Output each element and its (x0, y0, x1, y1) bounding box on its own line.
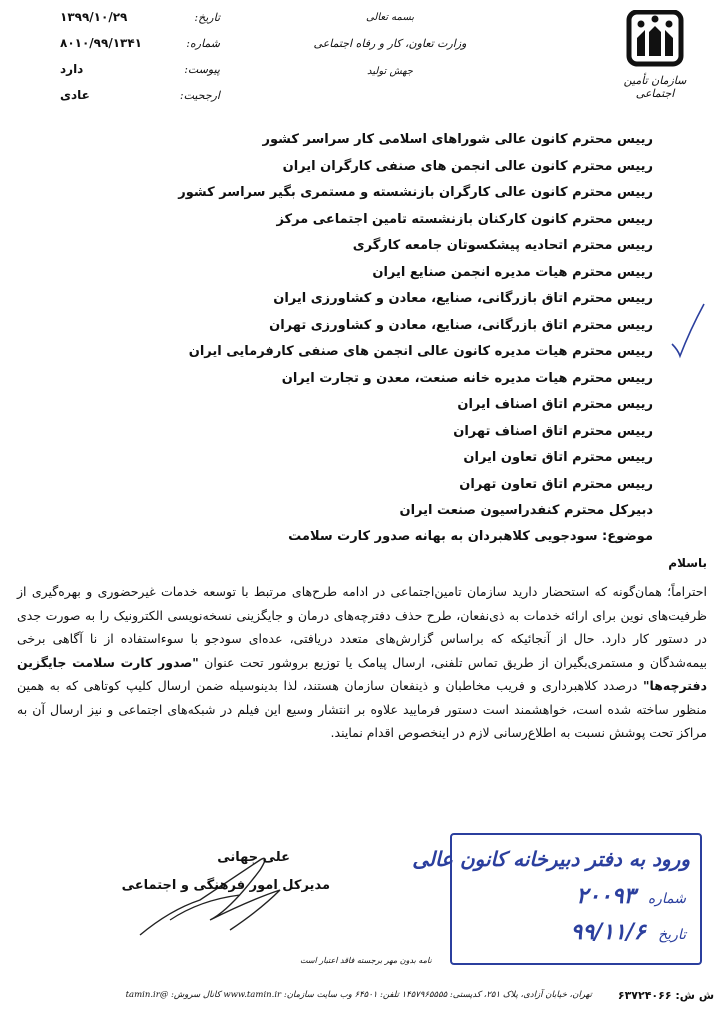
stamp-number-label: شماره (647, 891, 686, 907)
receipt-stamp (412, 833, 702, 965)
page-footer (14, 985, 714, 1005)
validity-note: نامه بدون مهر برجسته فاقد اعتبار است (300, 956, 432, 965)
signature-block (110, 840, 330, 940)
meta-label: ارجحیت: (179, 89, 220, 102)
recipient-list (93, 127, 653, 549)
ministry-name: وزارت تعاون، کار و رفاه اجتماعی (313, 37, 467, 50)
meta-label: شماره: (186, 37, 220, 50)
stamp-date-label: تاریخ (658, 927, 686, 943)
stamp-date-row (571, 919, 686, 945)
check-mark-icon (668, 300, 708, 360)
signer-name: علی جهانی (217, 850, 290, 865)
recipient-line: دبیرکل محترم کنفدراسیون صنعت ایران (399, 503, 653, 518)
recipient-line: رییس محترم کانون عالی کارگران بازنشسته و مستمری بگیر سراسر کشور (178, 185, 653, 200)
body-text-part: درصدد کلاهبرداری و فریب مخاطبان و ذینفعان سازمان هستند، لذا بدینوسیله ضمن ارسال کلیپ کوتاهی که به همین منظور ساخته شده است، خواهشمند است دستور فرمایید علاوه بر انتشار وسیع این فیلم در شبکه‌های اجتماعی و نیز ارسال آن به مراکز تحت پوشش نسبت به اطلاع‌رسانی لازم در اینخصوص اقدام نمایند. (17, 678, 707, 740)
meta-label: تاریخ: (194, 11, 220, 24)
stamp-title: ورود به دفتر دبیرخانه کانون عالی (412, 847, 690, 871)
logo-caption: سازمان تأمین اجتماعی (623, 74, 687, 100)
footer-phone: ش ش: ۶۳۷۲۴۰۶۶ (617, 988, 714, 1002)
year-motto: جهش تولید (367, 66, 413, 77)
letterhead-center (300, 12, 480, 77)
meta-attachment (60, 62, 220, 88)
stamp-number-row (576, 883, 686, 909)
meta-value: دارد (60, 62, 84, 76)
recipient-line: رییس محترم اتاق اصناف ایران (457, 397, 653, 412)
meta-priority (60, 88, 220, 114)
meta-value: ۱۳۹۹/۱۰/۲۹ (60, 10, 128, 24)
letter-body (17, 580, 707, 745)
meta-label: پیوست: (184, 63, 220, 76)
body-highlight: "صدور کارت سلامت جایگزین دفترچه‌ها" (17, 654, 707, 693)
footer-address: تهران، خیابان آزادی، پلاک ۲۵۱، کدپستی: ۱۴۵۷۹۶۵۵۵۵ تلفن: ۶۴۵۰۱ وب سایت سازمان: www.tamin.ir کانال سروش: @tamin.ir (125, 990, 592, 1000)
meta-value: عادی (60, 88, 90, 102)
letter-meta (60, 10, 220, 114)
recipient-line: رییس محترم هیات مدیره خانه صنعت، معدن و تجارت ایران (281, 370, 653, 386)
greeting: باسلام (668, 556, 707, 570)
recipient-line: رییس محترم اتاق اصناف تهران (453, 423, 653, 439)
recipient-line: رییس محترم هیات مدیره کانون عالی انجمن های صنفی کارفرمایی ایران (188, 344, 653, 359)
organization-logo (605, 10, 705, 100)
tamin-logo-icon (623, 10, 687, 72)
stamp-number-value: ۲۰۰۹۳ (576, 883, 636, 909)
body-text-part: احتراماً؛ همان‌گونه که استحضار دارید سازمان تامین‌اجتماعی در ادامه طرح‌های مرتبط با توسعه خدمات غیرحضوری و بهره‌گیری از ظرفیت‌های نوین برای ارائه خدمات به ذی‌نفعان، طرح حذف دفترچه‌های درمان و جایگزینی نسخه‌نویسی الکترونیک را به صورت جدی در دستور کار دارد. حال از آنجائیکه که براساس گزارش‌های متعدد دریافتی، عده‌ای سودجو با سوءاستفاده از نا آگاهی برخی بیمه‌شدگان و مستمری‌بگیران از طریق تماس تلفنی، ارسال پیامک یا توزیع بروشور تحت عنوان (17, 584, 707, 670)
recipient-line: رییس محترم هیات مدیره انجمن صنایع ایران (372, 264, 653, 280)
recipient-line: رییس محترم کانون عالی شوراهای اسلامی کار سراسر کشور (262, 132, 653, 147)
meta-date (60, 10, 220, 36)
recipient-line: رییس محترم اتاق تعاون تهران (459, 476, 653, 492)
recipient-line: رییس محترم کانون عالی انجمن های صنفی کارگران ایران (282, 158, 653, 174)
meta-number (60, 36, 220, 62)
signer-title: مدیرکل امور فرهنگی و اجتماعی (121, 878, 330, 893)
letter-subject: موضوع: سودجویی کلاهبردان به بهانه صدور کارت سلامت (288, 528, 653, 544)
stamp-date-value: ۹۹/۱۱/۶ (570, 919, 646, 945)
bismillah: بسمه تعالی (365, 12, 415, 23)
recipient-line: رییس محترم اتاق بازرگانی، صنایع، معادن و کشاورزی تهران (269, 317, 653, 333)
recipient-line: رییس محترم اتاق تعاون ایران (463, 450, 653, 465)
recipient-line: رییس محترم اتحادیه پیشکسوتان جامعه کارگری (352, 238, 653, 253)
recipient-line: رییس محترم کانون کارکنان بازنشسته تامین اجتماعی مرکز (276, 211, 653, 227)
meta-value: ۸۰۱۰/۹۹/۱۳۴۱ (60, 36, 143, 50)
recipient-line: رییس محترم اتاق بازرگانی، صنایع، معادن و کشاورزی ایران (273, 291, 653, 306)
